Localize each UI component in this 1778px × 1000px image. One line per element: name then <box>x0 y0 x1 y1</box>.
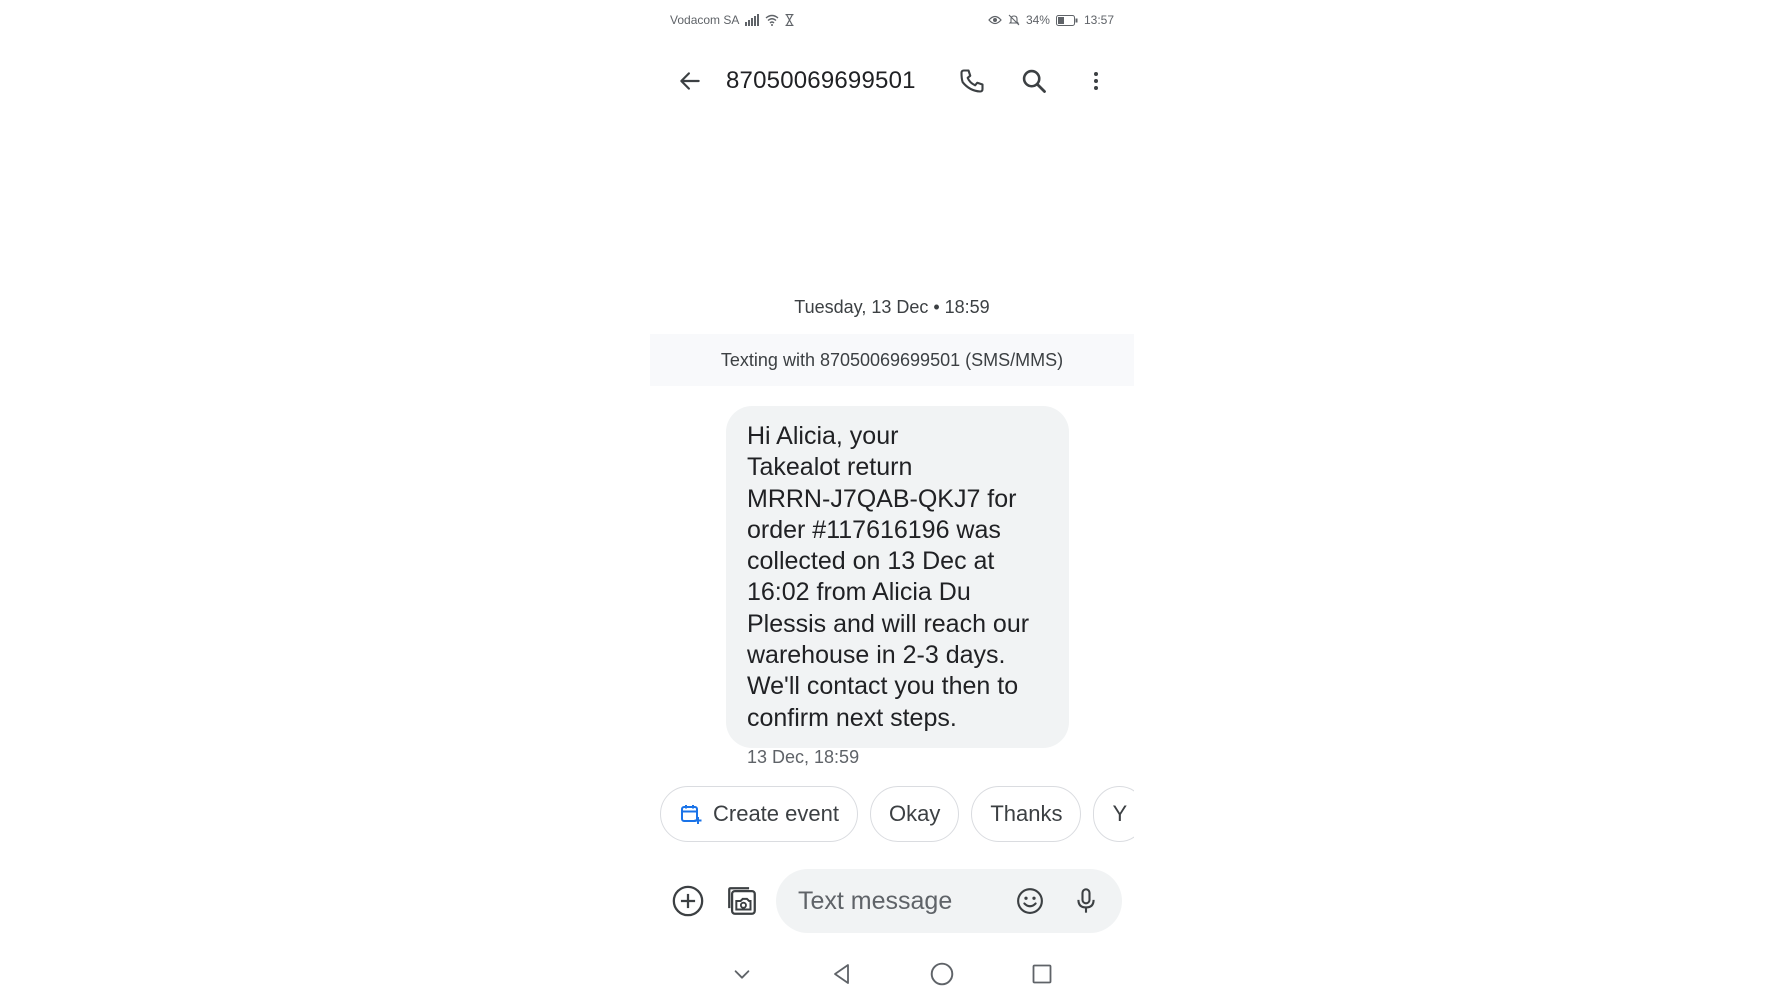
add-circle-icon <box>671 884 705 918</box>
suggestion-label: Okay <box>888 801 941 826</box>
suggestion-okay[interactable] <box>870 786 959 842</box>
nav-recents-button[interactable] <box>1024 956 1060 992</box>
eye-icon <box>988 15 1002 25</box>
nav-back-button[interactable] <box>824 956 860 992</box>
back-button[interactable] <box>670 61 710 101</box>
phone-screen <box>650 0 1134 1000</box>
bell-off-icon <box>1008 14 1020 26</box>
hide-keyboard-button[interactable] <box>724 956 760 992</box>
battery-icon <box>1056 15 1078 26</box>
status-left <box>670 13 794 27</box>
voice-button[interactable] <box>1066 881 1106 921</box>
gallery-button[interactable] <box>722 881 762 921</box>
compose-field[interactable] <box>776 869 1122 933</box>
signal-icon <box>745 14 759 26</box>
calendar-add-icon <box>679 802 703 826</box>
carrier-label: Vodacom SA <box>670 13 740 27</box>
status-right <box>988 13 1114 27</box>
search-button[interactable] <box>1014 61 1054 101</box>
suggestion-label: Create event <box>713 801 839 826</box>
emoji-icon <box>1015 886 1045 916</box>
suggestion-create-event[interactable] <box>660 786 858 842</box>
call-button[interactable] <box>952 61 992 101</box>
compose-actions <box>1010 881 1106 921</box>
wifi-icon <box>765 14 779 26</box>
hourglass-icon <box>785 14 794 26</box>
phone-icon <box>958 67 986 95</box>
message-input[interactable] <box>796 886 1010 917</box>
attach-button[interactable] <box>668 881 708 921</box>
more-vert-icon <box>1084 67 1108 95</box>
texting-banner-label: Texting with 87050069699501 (SMS/MMS) <box>720 349 1064 370</box>
message-timestamp: 13 Dec, 18:59 <box>747 747 860 767</box>
mic-icon <box>1072 886 1100 916</box>
texting-banner <box>650 334 1134 386</box>
nav-recents-icon <box>1030 962 1054 986</box>
more-options-button[interactable] <box>1076 61 1116 101</box>
chevron-down-icon <box>731 963 753 985</box>
nav-home-button[interactable] <box>924 956 960 992</box>
nav-back-icon <box>830 962 854 986</box>
suggestion-label: Thanks <box>990 801 1063 826</box>
suggestion-truncated[interactable] <box>1093 786 1134 842</box>
date-header: Tuesday, 13 Dec • 18:59 <box>794 297 990 317</box>
nav-home-icon <box>929 961 955 987</box>
conversation-title: 87050069699501 <box>726 67 916 94</box>
emoji-button[interactable] <box>1010 881 1050 921</box>
battery-percent: 34% <box>1025 13 1050 27</box>
message-bubble[interactable]: Hi Alicia, your Takealot return MRRN-J7QAB-QKJ7 for order #117616196 was collected on 13 Dec at 16:02 from Alicia Du Plessis and will reach our warehouse in 2-3 days. We'll contact you then to confirm next steps. <box>726 406 1069 748</box>
gallery-icon <box>725 884 759 918</box>
search-icon <box>1020 67 1048 95</box>
status-bar <box>670 10 1114 30</box>
suggestion-thanks[interactable] <box>971 786 1081 842</box>
suggestion-label: Y <box>1112 801 1128 826</box>
app-bar <box>670 58 1116 104</box>
system-nav-bar <box>650 952 1134 996</box>
back-arrow-icon <box>677 68 703 94</box>
app-actions <box>952 61 1116 101</box>
status-time: 13:57 <box>1083 13 1114 27</box>
suggestion-chips <box>660 786 1134 846</box>
compose-bar <box>668 868 1122 934</box>
